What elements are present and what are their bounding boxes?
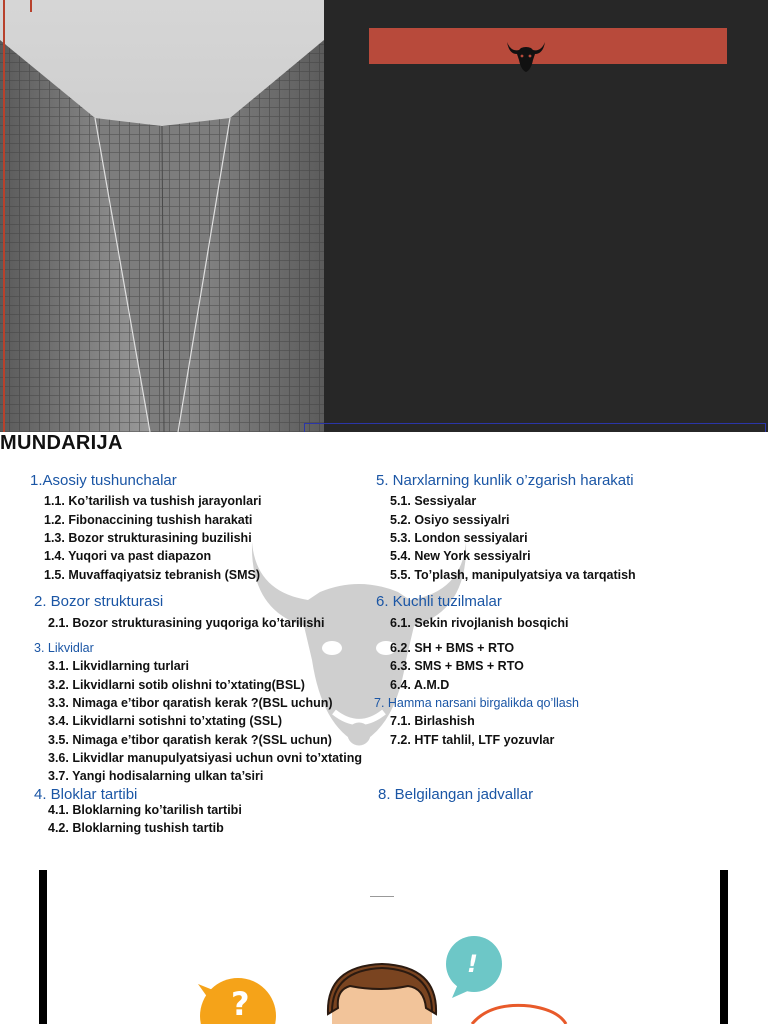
toc-item-3-7[interactable]: 3.7. Yangi hodisalarning ulkan ta’siri [48,769,264,783]
cover-page [0,0,768,432]
bull-logo-icon [505,38,547,74]
toc-item-7-2[interactable]: 7.2. HTF tahlil, LTF yozuvlar [390,733,555,747]
toc-item-1-4[interactable]: 1.4. Yuqori va past diapazon [44,549,212,563]
toc-item-4-1[interactable]: 4.1. Bloklarning ko’tarilish tartibi [48,803,242,817]
toc-item-6-3[interactable]: 6.3. SMS + BMS + RTO [390,659,524,673]
toc-item-2-1[interactable]: 2.1. Bozor strukturasining yuqoriga ko’tarilishi [48,616,325,630]
section-4-heading[interactable]: 4. Bloklar tartibi [34,786,138,803]
section-8-heading[interactable]: 8. Belgilangan jadvallar [378,786,534,803]
left-black-bar [39,870,47,1024]
toc-item-5-3[interactable]: 5.3. London sessiyalari [390,531,528,545]
skyscraper-photo [0,0,324,432]
toc-item-3-3[interactable]: 3.3. Nimaga e’tibor qaratish kerak ?(BSL uchun) [48,696,333,710]
toc-item-6-1[interactable]: 6.1. Sekin rivojlanish bosqichi [390,616,569,630]
toc-item-7-1[interactable]: 7.1. Birlashish [390,714,475,728]
toc-item-5-4[interactable]: 5.4. New York sessiyalri [390,549,531,563]
question-mark-text: ? [231,985,250,1023]
toc-item-3-5[interactable]: 3.5. Nimaga e’tibor qaratish kerak ?(SSL uchun) [48,733,332,747]
page-title: MUNDARIJA [0,432,123,454]
divider [370,896,394,897]
section-3-heading[interactable]: 3. Likvidlar [34,641,94,655]
person-head [328,964,436,1024]
red-banner [369,28,727,64]
toc-item-5-1[interactable]: 5.1. Sessiyalar [390,494,477,508]
section-7-heading[interactable]: 7. Hamma narsani birgalikda qo’llash [374,696,579,710]
blue-frame-edge [304,423,766,432]
toc-item-3-6[interactable]: 3.6. Likvidlar manupulyatsiyasi uchun ovni to’xtating [48,751,362,765]
toc-item-5-2[interactable]: 5.2. Osiyo sessiyalri [390,513,510,527]
toc-item-1-2[interactable]: 1.2. Fibonaccining tushish harakati [44,513,253,527]
toc-item-5-5[interactable]: 5.5. To’plash, manipulyatsiya va tarqatish [390,568,636,582]
red-accent-tick [30,0,32,12]
toc-item-1-1[interactable]: 1.1. Ko’tarilish va tushish jarayonlari [44,494,262,508]
toc-item-3-2[interactable]: 3.2. Likvidlarni sotib olishni to’xtating(BSL) [48,678,305,692]
toc-item-4-2[interactable]: 4.2. Bloklarning tushish tartib [48,821,224,835]
toc-item-1-3[interactable]: 1.3. Bozor strukturasining buzilishi [44,531,252,545]
section-1-heading[interactable]: 1.Asosiy tushunchalar [30,472,177,489]
toc-item-6-2[interactable]: 6.2. SH + BMS + RTO [390,641,515,655]
toc-item-6-4[interactable]: 6.4. A.M.D [390,678,450,692]
toc-item-1-5[interactable]: 1.5. Muvaffaqiyatsiz tebranish (SMS) [44,568,261,582]
section-5-heading[interactable]: 5. Narxlarning kunlik o’zgarish harakati [376,472,634,489]
section-6-heading[interactable]: 6. Kuchli tuzilmalar [376,593,502,610]
section-2-heading[interactable]: 2. Bozor strukturasi [34,593,164,610]
toc-item-3-4[interactable]: 3.4. Likvidlarni sotishni to’xtating (SSL) [48,714,283,728]
right-black-bar [720,870,728,1024]
red-accent-line [3,0,5,432]
toc-item-3-1[interactable]: 3.1. Likvidlarning turlari [48,659,190,673]
exclamation-mark-text: ! [467,950,478,978]
